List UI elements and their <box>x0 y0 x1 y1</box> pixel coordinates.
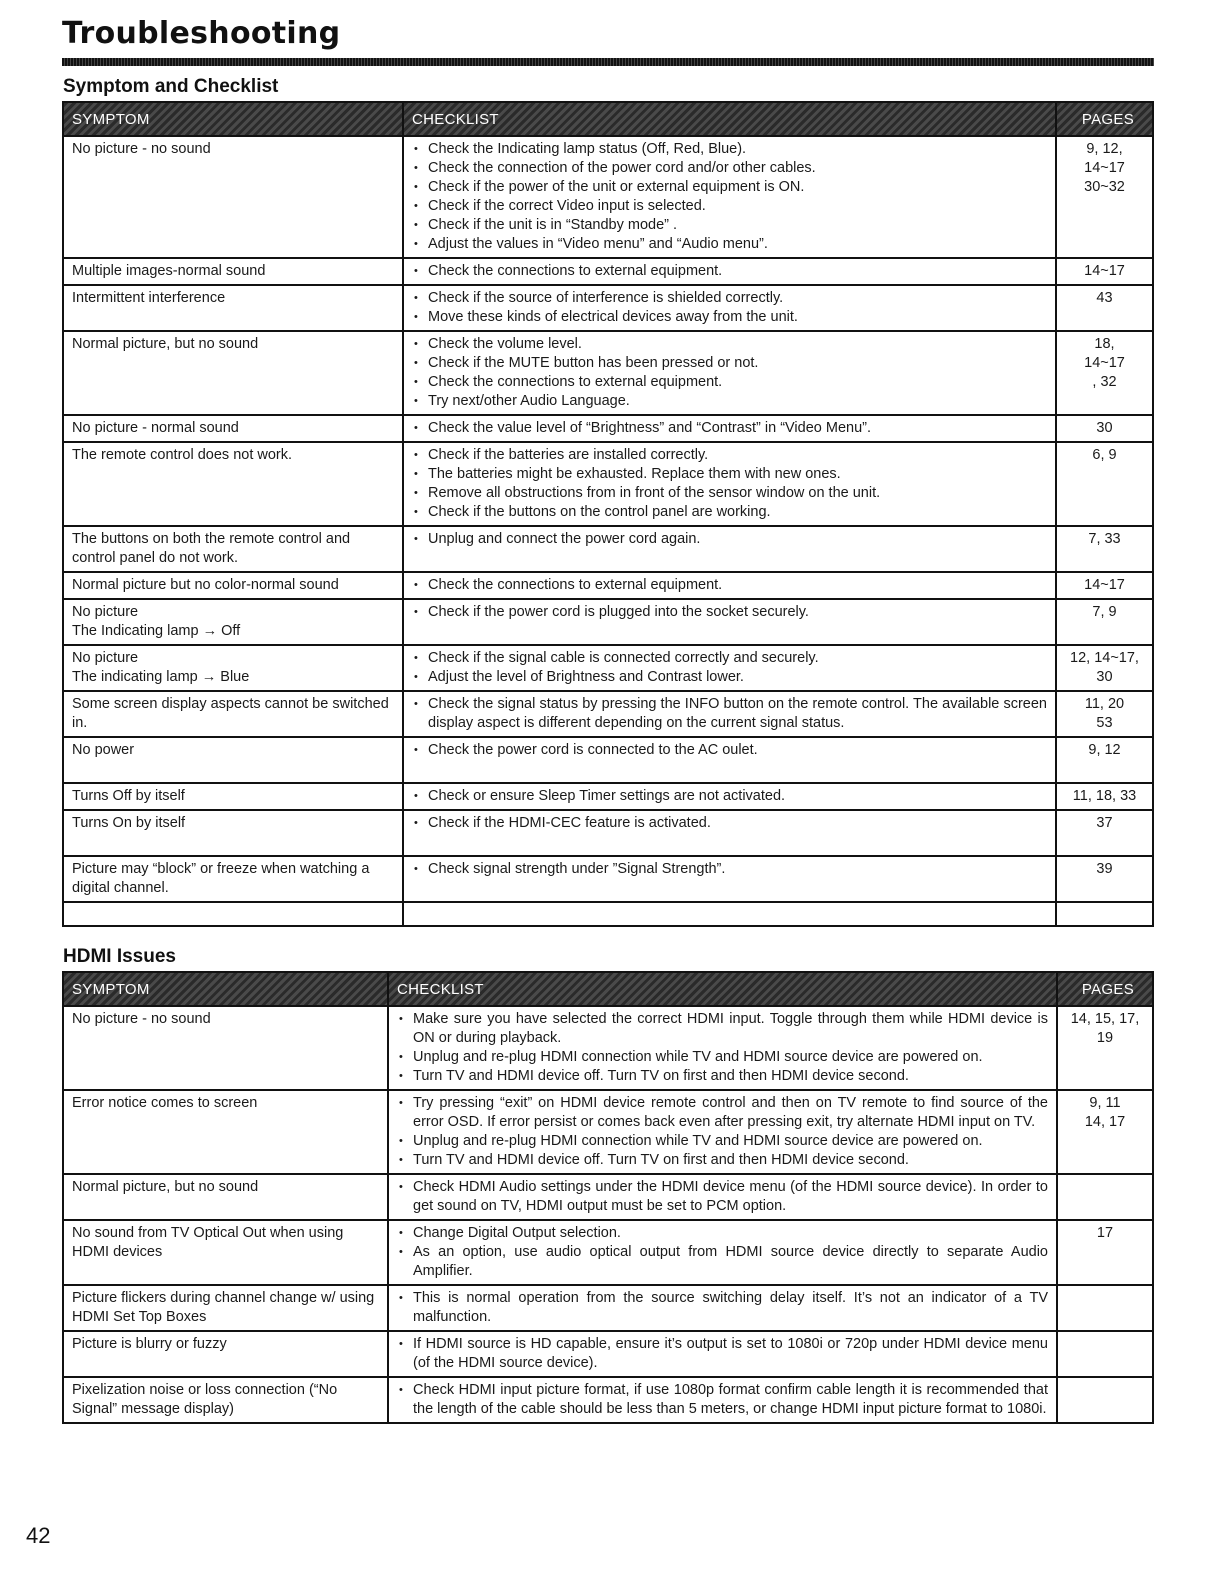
table-row <box>63 1090 1153 1174</box>
section-title-hdmi-issues: HDMI Issues <box>63 946 176 967</box>
checklist <box>412 695 1047 733</box>
checklist-item: • Check or ensure Sleep Timer settings are not activated. <box>412 787 1047 806</box>
checklist-cell <box>403 783 1056 810</box>
checklist-item: • Turn TV and HDMI device off. Turn TV on first and then HDMI device second. <box>397 1151 1048 1170</box>
section-title-symptom-checklist: Symptom and Checklist <box>63 76 279 97</box>
symptom-cell <box>63 902 403 926</box>
checklist-item: • Check the Indicating lamp status (Off, Red, Blue). <box>412 140 1047 159</box>
checklist-cell <box>388 1331 1057 1377</box>
checklist-item: • Move these kinds of electrical devices away from the unit. <box>412 308 1047 327</box>
checklist-item: • Check if the signal cable is connected correctly and securely. <box>412 649 1047 668</box>
table-row <box>63 1377 1153 1423</box>
checklist-item: • Make sure you have selected the correct HDMI input. Toggle through them while HDMI device is ON or during playback. <box>397 1010 1048 1048</box>
checklist <box>397 1289 1048 1327</box>
checklist-item: • Adjust the values in “Video menu” and “Audio menu”. <box>412 235 1047 254</box>
checklist <box>412 603 1047 622</box>
pages-cell: 6, 9 <box>1056 442 1153 526</box>
symptom-header: SYMPTOM <box>63 102 403 136</box>
checklist-item: • Check if the source of interference is shielded correctly. <box>412 289 1047 308</box>
symptom-cell: Picture may “block” or freeze when watching a digital channel. <box>63 856 403 902</box>
table-row <box>63 856 1153 902</box>
checklist-item: • Check the connections to external equipment. <box>412 262 1047 281</box>
pages-cell: 30 <box>1056 415 1153 442</box>
checklist <box>397 1178 1048 1216</box>
symptom-cell: No sound from TV Optical Out when using HDMI devices <box>63 1220 388 1285</box>
symptom-cell: No picture The Indicating lamp → Off <box>63 599 403 645</box>
checklist <box>412 289 1047 327</box>
symptom-cell: No power <box>63 737 403 783</box>
checklist-cell <box>403 285 1056 331</box>
checklist <box>412 262 1047 281</box>
pages-cell <box>1057 1377 1153 1423</box>
table-row <box>63 285 1153 331</box>
checklist-item: • The batteries might be exhausted. Replace them with new ones. <box>412 465 1047 484</box>
checklist-cell <box>388 1174 1057 1220</box>
checklist <box>397 1381 1048 1419</box>
checklist-item: • Check the signal status by pressing the INFO button on the remote control. The available screen display aspect is different depending on the current signal status. <box>412 695 1047 733</box>
symptom-cell: Picture is blurry or fuzzy <box>63 1331 388 1377</box>
checklist-cell <box>403 737 1056 783</box>
table-header-row <box>63 972 1153 1006</box>
checklist-item: • Unplug and connect the power cord again. <box>412 530 1047 549</box>
checklist-item: • Check signal strength under ”Signal Strength”. <box>412 860 1047 879</box>
checklist-item: • If HDMI source is HD capable, ensure it’s output is set to 1080i or 720p under HDMI device menu (of the HDMI source device). <box>397 1335 1048 1373</box>
checklist-item: • Remove all obstructions from in front of the sensor window on the unit. <box>412 484 1047 503</box>
checklist-header: CHECKLIST <box>403 102 1056 136</box>
table-row <box>63 258 1153 285</box>
table-row <box>63 136 1153 258</box>
checklist <box>412 419 1047 438</box>
symptom-cell: Pixelization noise or loss connection (“No Signal” message display) <box>63 1377 388 1423</box>
checklist-cell <box>403 136 1056 258</box>
checklist <box>412 741 1047 760</box>
checklist-cell <box>403 572 1056 599</box>
symptom-cell: Multiple images-normal sound <box>63 258 403 285</box>
checklist-item: • Check if the HDMI-CEC feature is activated. <box>412 814 1047 833</box>
checklist-cell <box>403 331 1056 415</box>
title-rule <box>62 58 1154 66</box>
symptom-cell: No picture - no sound <box>63 136 403 258</box>
checklist-item: • Check if the batteries are installed correctly. <box>412 446 1047 465</box>
checklist-item: • Check if the MUTE button has been pressed or not. <box>412 354 1047 373</box>
table-row <box>63 526 1153 572</box>
symptom-cell: Normal picture but no color-normal sound <box>63 572 403 599</box>
table-row <box>63 645 1153 691</box>
checklist-item: • Check the volume level. <box>412 335 1047 354</box>
checklist <box>412 576 1047 595</box>
checklist-cell <box>403 810 1056 856</box>
checklist-cell <box>388 1285 1057 1331</box>
checklist-cell <box>388 1220 1057 1285</box>
pages-cell: 11, 18, 33 <box>1056 783 1153 810</box>
symptom-cell: Picture flickers during channel change w/ using HDMI Set Top Boxes <box>63 1285 388 1331</box>
checklist-header: CHECKLIST <box>388 972 1057 1006</box>
pages-cell: 18, 14~17 , 32 <box>1056 331 1153 415</box>
table-row <box>63 1285 1153 1331</box>
checklist-cell <box>403 258 1056 285</box>
checklist-cell <box>403 526 1056 572</box>
symptom-cell: Some screen display aspects cannot be switched in. <box>63 691 403 737</box>
checklist-item: • Check the connection of the power cord and/or other cables. <box>412 159 1047 178</box>
checklist-item: • Check if the correct Video input is selected. <box>412 197 1047 216</box>
checklist <box>412 649 1047 687</box>
table-row <box>63 415 1153 442</box>
symptom-cell: The buttons on both the remote control and control panel do not work. <box>63 526 403 572</box>
pages-cell: 7, 33 <box>1056 526 1153 572</box>
symptom-cell: Normal picture, but no sound <box>63 331 403 415</box>
checklist-cell <box>403 442 1056 526</box>
symptom-cell: The remote control does not work. <box>63 442 403 526</box>
checklist-item: • Adjust the level of Brightness and Contrast lower. <box>412 668 1047 687</box>
checklist-item: • Check the power cord is connected to the AC oulet. <box>412 741 1047 760</box>
pages-cell: 14, 15, 17, 19 <box>1057 1006 1153 1090</box>
checklist-item: • Check if the power cord is plugged into the socket securely. <box>412 603 1047 622</box>
checklist-item: • Check HDMI Audio settings under the HDMI device menu (of the HDMI source device). In order to get sound on TV, HDMI output must be set to PCM option. <box>397 1178 1048 1216</box>
checklist-item: • As an option, use audio optical output from HDMI source device directly to separate Audio Amplifier. <box>397 1243 1048 1281</box>
pages-cell: 9, 11 14, 17 <box>1057 1090 1153 1174</box>
symptom-cell: Turns On by itself <box>63 810 403 856</box>
checklist-item: • This is normal operation from the source switching delay itself. It’s not an indicator of a TV malfunction. <box>397 1289 1048 1327</box>
table-row <box>63 1220 1153 1285</box>
checklist <box>412 530 1047 549</box>
checklist-item: • Turn TV and HDMI device off. Turn TV on first and then HDMI device second. <box>397 1067 1048 1086</box>
checklist-item: • Change Digital Output selection. <box>397 1224 1048 1243</box>
table-row <box>63 1331 1153 1377</box>
table-row <box>63 691 1153 737</box>
checklist-cell <box>388 1377 1057 1423</box>
checklist <box>412 140 1047 254</box>
checklist <box>412 787 1047 806</box>
page-number: 42 <box>26 1523 51 1548</box>
pages-cell: 39 <box>1056 856 1153 902</box>
table-row <box>63 902 1153 926</box>
checklist <box>397 1224 1048 1281</box>
table-row <box>63 1006 1153 1090</box>
checklist-item: • Try pressing “exit” on HDMI device remote control and then on TV remote to find source of the error OSD. If error persist or comes back even after pressing exit, try alternate HDMI input on TV. <box>397 1094 1048 1132</box>
checklist <box>397 1094 1048 1170</box>
checklist-item: • Check if the unit is in “Standby mode” . <box>412 216 1047 235</box>
checklist-cell <box>388 1090 1057 1174</box>
checklist <box>412 814 1047 833</box>
symptom-cell: No picture - normal sound <box>63 415 403 442</box>
symptom-cell: Intermittent interference <box>63 285 403 331</box>
checklist-item: • Check if the power of the unit or external equipment is ON. <box>412 178 1047 197</box>
symptom-cell: No picture - no sound <box>63 1006 388 1090</box>
checklist-item: • Unplug and re-plug HDMI connection while TV and HDMI source device are powered on. <box>397 1048 1048 1067</box>
checklist-item: • Try next/other Audio Language. <box>412 392 1047 411</box>
table-row <box>63 1174 1153 1220</box>
symptom-cell: No picture The indicating lamp → Blue <box>63 645 403 691</box>
checklist-cell <box>388 1006 1057 1090</box>
checklist-item: • Unplug and re-plug HDMI connection while TV and HDMI source device are powered on. <box>397 1132 1048 1151</box>
checklist-cell <box>403 645 1056 691</box>
table-row <box>63 331 1153 415</box>
checklist-item: • Check the connections to external equipment. <box>412 576 1047 595</box>
pages-cell <box>1057 1285 1153 1331</box>
symptom-checklist-table <box>62 101 1154 927</box>
pages-cell: 9, 12 <box>1056 737 1153 783</box>
symptom-cell: Error notice comes to screen <box>63 1090 388 1174</box>
pages-cell <box>1057 1331 1153 1377</box>
checklist-cell <box>403 856 1056 902</box>
checklist <box>412 446 1047 522</box>
checklist <box>412 860 1047 879</box>
pages-cell: 9, 12, 14~17 30~32 <box>1056 136 1153 258</box>
table-row <box>63 810 1153 856</box>
table-row <box>63 737 1153 783</box>
pages-header: PAGES <box>1056 102 1153 136</box>
checklist-cell <box>403 415 1056 442</box>
symptom-cell: Normal picture, but no sound <box>63 1174 388 1220</box>
pages-cell: 11, 20 53 <box>1056 691 1153 737</box>
pages-cell: 43 <box>1056 285 1153 331</box>
pages-cell: 12, 14~17, 30 <box>1056 645 1153 691</box>
table-row <box>63 783 1153 810</box>
table-row <box>63 572 1153 599</box>
checklist <box>412 335 1047 411</box>
table-row <box>63 599 1153 645</box>
symptom-cell: Turns Off by itself <box>63 783 403 810</box>
checklist <box>397 1335 1048 1373</box>
pages-cell: 37 <box>1056 810 1153 856</box>
pages-cell <box>1057 1174 1153 1220</box>
hdmi-issues-table <box>62 971 1154 1424</box>
pages-cell: 14~17 <box>1056 258 1153 285</box>
symptom-header: SYMPTOM <box>63 972 388 1006</box>
checklist-cell <box>403 599 1056 645</box>
checklist-item: • Check if the buttons on the control panel are working. <box>412 503 1047 522</box>
pages-cell: 14~17 <box>1056 572 1153 599</box>
pages-cell: 17 <box>1057 1220 1153 1285</box>
page-title: Troubleshooting <box>62 16 341 51</box>
checklist-cell <box>403 691 1056 737</box>
table-header-row <box>63 102 1153 136</box>
pages-header: PAGES <box>1057 972 1153 1006</box>
pages-cell <box>1056 902 1153 926</box>
table-row <box>63 442 1153 526</box>
checklist-item: • Check HDMI input picture format, if use 1080p format confirm cable length it is recommended that the length of the cable should be less than 5 meters, or change HDMI input picture format to 1080i. <box>397 1381 1048 1419</box>
pages-cell: 7, 9 <box>1056 599 1153 645</box>
checklist-item: • Check the connections to external equipment. <box>412 373 1047 392</box>
checklist <box>397 1010 1048 1086</box>
checklist-item: • Check the value level of “Brightness” and “Contrast” in “Video Menu”. <box>412 419 1047 438</box>
checklist-cell <box>403 902 1056 926</box>
